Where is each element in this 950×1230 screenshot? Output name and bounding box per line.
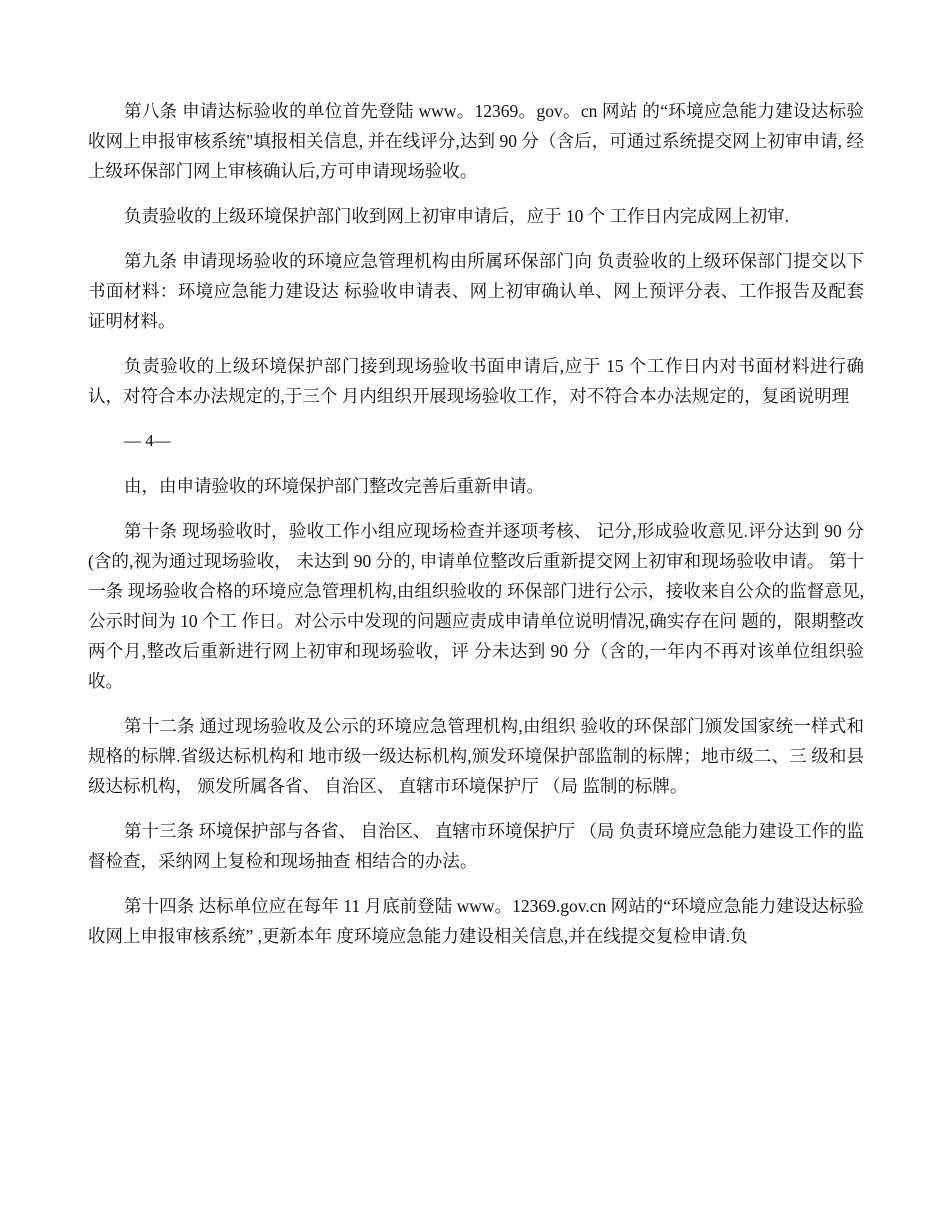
document-page bbox=[88, 96, 864, 966]
paragraph-rectification: 由，由申请验收的环境保护部门整改完善后重新申请。 bbox=[124, 476, 544, 496]
paragraph-article-13: 第十三条 环境保护部与各省、 自治区、 直辖市环境保护厅 （局 负责环境应急能力建设工作的监督检查，采纳网上复检和现场抽查 相结合的办法。 bbox=[88, 821, 864, 871]
paragraph-article-14: 第十四条 达标单位应在每年 11 月底前登陆 www。12369.gov.cn 网站的“环境应急能力建设达标验收网上申报审核系统” ,更新本年 度环境应急能力建设相关信息,并在线提交复检申请.负 bbox=[88, 896, 864, 946]
paragraph-initial-review: 负责验收的上级环境保护部门收到网上初审申请后，应于 10 个 工作日内完成网上初审. bbox=[124, 206, 789, 226]
page-number: — 4— bbox=[124, 431, 171, 450]
paragraph-article-12: 第十二条 通过现场验收及公示的环境应急管理机构,由组织 验收的环保部门颁发国家统一样式和规格的标牌.省级达标机构和 地市级一级达标机构,颁发环境保护部监制的标牌；地市级二、三 级和县级达标机构， 颁发所属各省、 自治区、 直辖市环境保护厅 （局 监制的标牌。 bbox=[88, 716, 864, 796]
paragraph-onsite-application: 负责验收的上级环境保护部门接到现场验收书面申请后,应于 15 个工作日内对书面材料进行确认，对符合本办法规定的,于三个 月内组织开展现场验收工作，对不符合本办法规定的，复函说明理 bbox=[88, 356, 864, 406]
paragraph-article-8: 第八条 申请达标验收的单位首先登陆 www。12369。gov。cn 网站 的“环境应急能力建设达标验收网上申报审核系统"填报相关信息, 并在线评分,达到 90 分（含后，可通过系统提交网上初审申请, 经上级环保部门网上审核确认后,方可申请现场验收。 bbox=[88, 101, 864, 181]
paragraph-article-10-11: 第十条 现场验收时，验收工作小组应现场检查并逐项考核、 记分,形成验收意见.评分达到 90 分(含的,视为通过现场验收， 未达到 90 分的, 申请单位整改后重新提交网上初审和现场验收申请。 第十一条 现场验收合格的环境应急管理机构,由组织验收的 环保部门进行公示，接收来自公众的监督意见,公示时间为 10 个工 作日。对公示中发现的问题应责成申请单位说明情况,确实存在问 题的，限期整改两个月,整改后重新进行网上初审和现场验收，评 分未达到 90 分（含的,一年内不再对该单位组织验收。 bbox=[88, 521, 864, 691]
paragraph-article-9: 第九条 申请现场验收的环境应急管理机构由所属环保部门向 负责验收的上级环保部门提交以下书面材料：环境应急能力建设达 标验收申请表、网上初审确认单、网上预评分表、工作报告及配套 证明材料。 bbox=[88, 251, 864, 331]
